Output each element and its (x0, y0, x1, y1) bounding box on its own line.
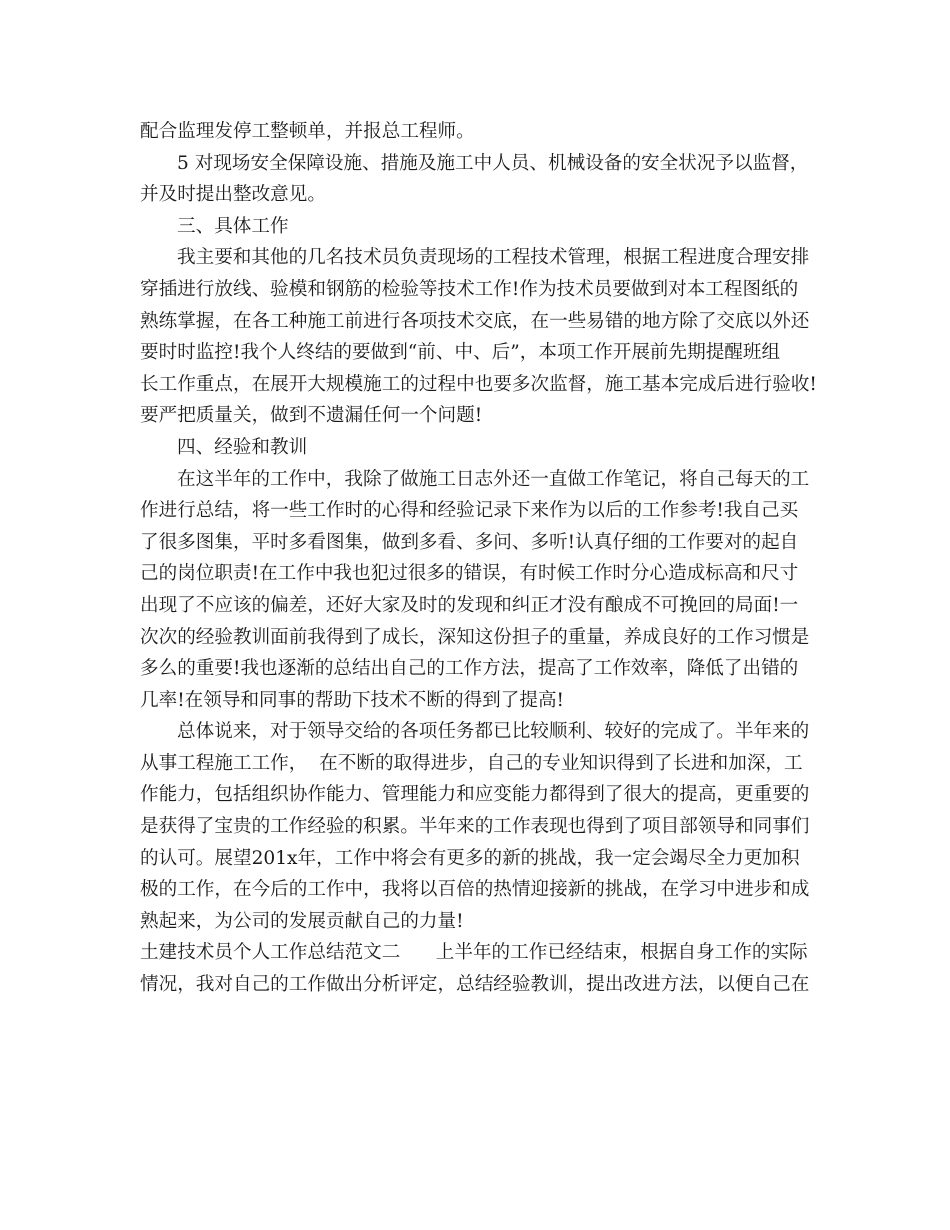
text-line: 极的工作，在今后的工作中，我将以百倍的热情迎接新的挑战，在学习中进步和成 (140, 879, 810, 901)
text-line: 要时时监控!我个人终结的要做到“前、中、后”，本项工作开展前先期提醒班组 (140, 342, 781, 364)
text-line: 出现了不应该的偏差，还好大家及时的发现和纠正才没有酿成不可挽回的局面!一 (140, 594, 799, 616)
text-line: 多么的重要!我也逐渐的总结出自己的工作方法，提高了工作效率，降低了出错的 (140, 658, 799, 680)
text-line: 熟练掌握，在各工种施工前进行各项技术交底，在一些易错的地方除了交底以外还 (140, 310, 810, 332)
text-line: 己的岗位职责!在工作中我也犯过很多的错误，有时候工作时分心造成标高和尺寸 (140, 563, 799, 585)
text-line: 的认可。展望201x年，工作中将会有更多的新的挑战，我一定会竭尽全力更加积 (140, 847, 800, 869)
text-line: 土建技术员个人工作总结范文二 上半年的工作已经结束，根据自身工作的实际 (140, 942, 808, 964)
text-line: 并及时提出整改意见。 (140, 184, 326, 206)
text-line: 是获得了宝贵的工作经验的积累。半年来的工作表现也得到了项目部领导和同事们 (140, 816, 810, 838)
document-body (140, 116, 830, 1001)
text-line: 我主要和其他的几名技术员负责现场的工程技术管理，根据工程进度合理安排 (177, 247, 810, 269)
section-heading: 三、具体工作 (177, 215, 289, 237)
text-line: 要严把质量关，做到不遗漏任何一个问题! (140, 405, 483, 427)
text-line: 作进行总结，将一些工作时的心得和经验记录下来作为以后的工作参考!我自己买 (140, 500, 799, 522)
text-line: 长工作重点，在展开大规模施工的过程中也要多次监督，施工基本完成后进行验收! (140, 373, 817, 395)
text-line: 从事工程施工工作， 在不断的取得进步，自己的专业知识得到了长进和加深，工 (140, 752, 803, 774)
text-line: 次次的经验教训面前我得到了成长，深知这份担子的重量，养成良好的工作习惯是 (140, 626, 810, 648)
text-line: 情况，我对自己的工作做出分析评定，总结经验教训，提出改进方法，以便自己在 (140, 974, 810, 996)
text-line: 5 对现场安全保障设施、措施及施工中人员、机械设备的安全状况予以监督， (177, 152, 809, 174)
text-line: 作能力，包括组织协作能力、管理能力和应变能力都得到了很大的提高，更重要的 (140, 784, 810, 806)
text-line: 配合监理发停工整顿单，并报总工程师。 (140, 121, 475, 142)
text-line: 了很多图集，平时多看图集，做到多看、多问、多听!认真仔细的工作要对的起自 (140, 531, 799, 553)
text-line: 熟起来，为公司的发展贡献自己的力量! (140, 910, 464, 932)
text-line: 穿插进行放线、验模和钢筋的检验等技术工作!作为技术员要做到对本工程图纸的 (140, 278, 799, 300)
text-line: 在这半年的工作中，我除了做施工日志外还一直做工作笔记，将自己每天的工 (177, 468, 810, 490)
text-line: 几率!在领导和同事的帮助下技术不断的得到了提高! (140, 689, 565, 711)
text-line: 总体说来，对于领导交给的各项任务都已比较顺利、较好的完成了。半年来的 (177, 721, 810, 743)
section-heading: 四、经验和教训 (177, 436, 308, 458)
